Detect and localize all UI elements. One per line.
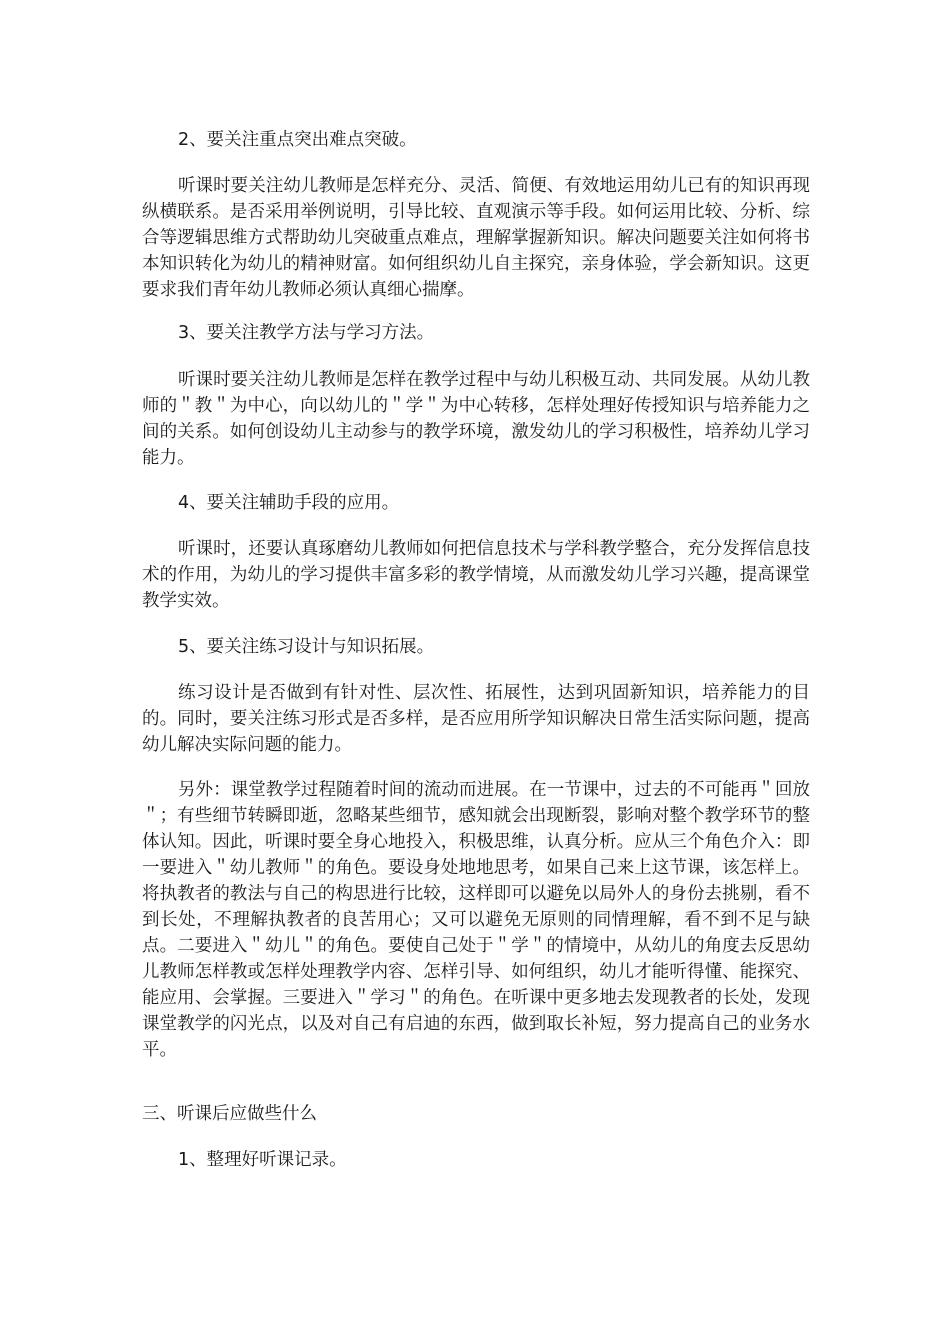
paragraph-auxiliary-means: 听课时，还要认真琢磨幼儿教师如何把信息技术与学科教学整合，充分发挥信息技术的作用，为幼儿的学习提供丰富多彩的教学情境，从而激发幼儿学习兴趣，提高课堂教学实效。: [142, 539, 810, 611]
heading-organize-notes: 1、整理好听课记录。: [178, 1150, 347, 1170]
heading-auxiliary-means: 4、要关注辅助手段的应用。: [178, 493, 400, 513]
paragraph-key-points: 听课时要关注幼儿教师是怎样充分、灵活、简便、有效地运用幼儿已有的知识再现纵横联系。是否采用举例说明，引导比较、直观演示等手段。如何运用比较、分析、综合等逻辑思维方式帮助幼儿突破重点难点，理解掌握新知识。解决问题要关注如何将书本知识转化为幼儿的精神财富。如何组织幼儿自主探究，亲身体验，学会新知识。这更要求我们青年幼儿教师必须认真细心揣摩。: [142, 176, 810, 300]
heading-practice-design: 5、要关注练习设计与知识拓展。: [178, 637, 435, 657]
paragraph-practice-design: 练习设计是否做到有针对性、层次性、拓展性，达到巩固新知识，培养能力的目的。同时，要关注练习形式是否多样，是否应用所学知识解决日常生活实际问题，提高幼儿解决实际问题的能力。: [142, 683, 810, 755]
paragraph-teaching-methods: 听课时要关注幼儿教师是怎样在教学过程中与幼儿积极互动、共同发展。从幼儿教师的＂教＂为中心，向以幼儿的＂学＂为中心转移，怎样处理好传授知识与培养能力之间的关系。如何创设幼儿主动参与的教学环境，激发幼儿的学习积极性，培养幼儿学习能力。: [142, 370, 810, 468]
heading-focus-key-points: 2、要关注重点突出难点突破。: [178, 130, 417, 150]
heading-teaching-methods: 3、要关注教学方法与学习方法。: [178, 323, 435, 343]
paragraph-additional-notes: 另外：课堂教学过程随着时间的流动而进展。在一节课中，过去的不可能再＂回放＂；有些细节转瞬即逝，忽略某些细节，感知就会出现断裂，影响对整个教学环节的整体认知。因此，听课时要全身心地投入，积极思维，认真分析。应从三个角色介入：即一要进入＂幼儿教师＂的角色。要设身处地地思考，如果自己来上这节课，该怎样上。将执教者的教法与自己的构思进行比较，这样即可以避免以局外人的身份去挑剔，看不到长处，不理解执教者的良苦用心；又可以避免无原则的同情理解，看不到不足与缺点。二要进入＂幼儿＂的角色。要使自己处于＂学＂的情境中，从幼儿的角度去反思幼儿教师怎样教或怎样处理教学内容、怎样引导、如何组织，幼儿才能听得懂、能探究、能应用、会掌握。三要进入＂学习＂的角色。在听课中更多地去发现教者的长处，发现课堂教学的闪光点，以及对自己有启迪的东西，做到取长补短，努力提高自己的业务水平。: [142, 780, 810, 1060]
section-heading-after-class: 三、听课后应做些什么: [142, 1104, 317, 1124]
